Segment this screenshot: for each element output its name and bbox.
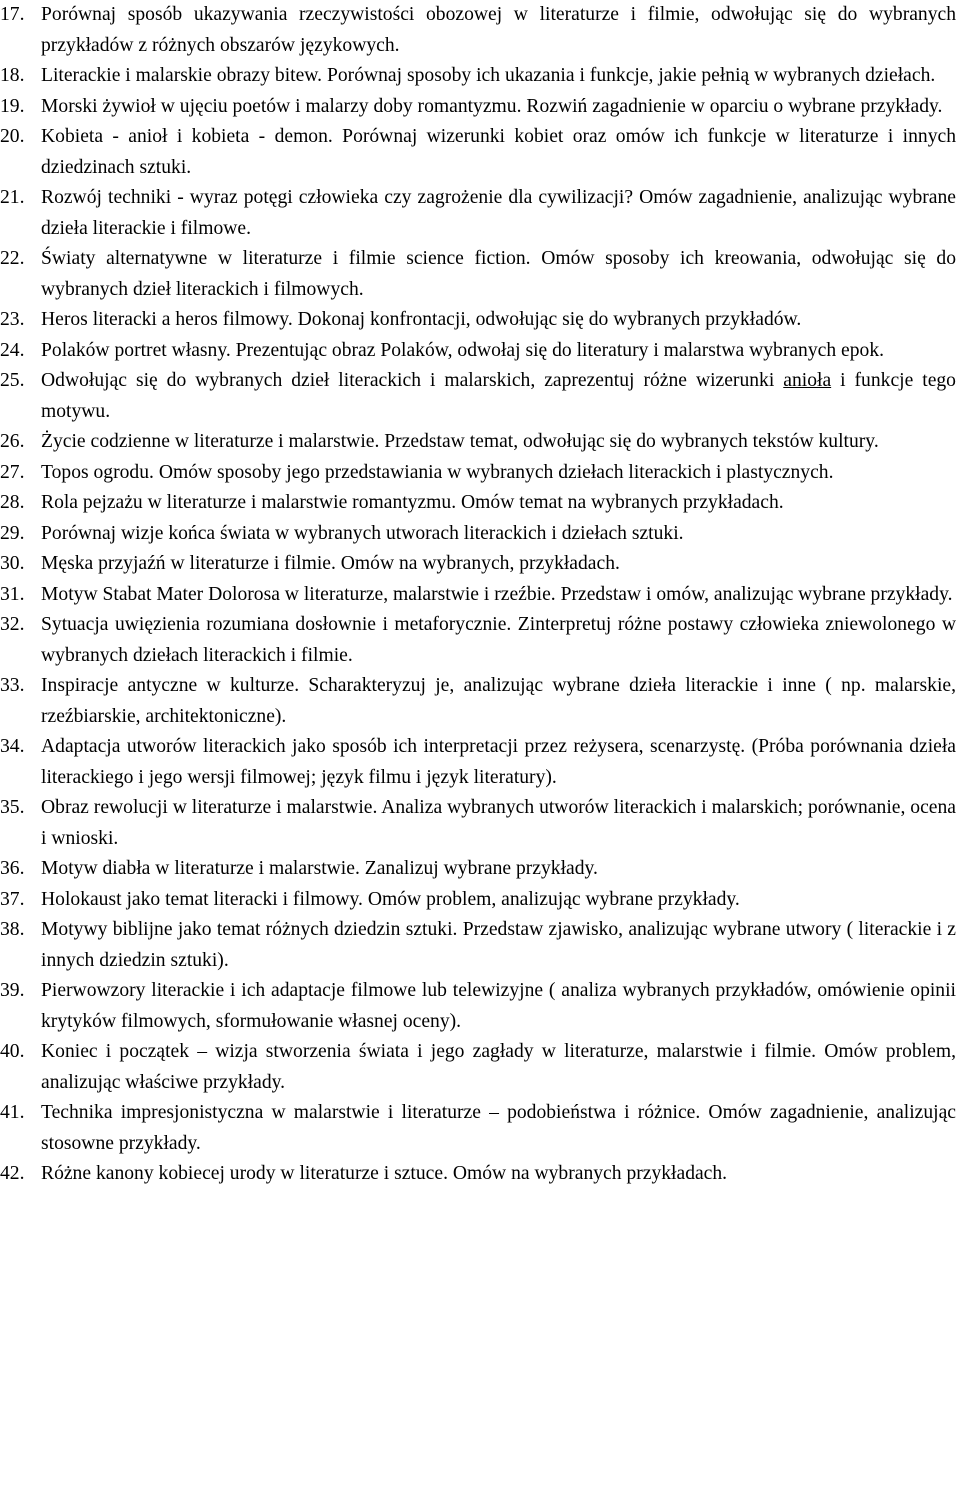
list-item bbox=[0, 305, 960, 336]
item-text-part: Odwołując się do wybranych dzieł literackich i malarskich, zaprezentuj różne wizerunki bbox=[41, 370, 784, 391]
list-item bbox=[0, 854, 960, 885]
item-number: 27. bbox=[0, 461, 25, 483]
list-item bbox=[0, 458, 960, 489]
item-number: 35. bbox=[0, 797, 25, 818]
list-item bbox=[0, 671, 960, 732]
item-text: Pierwowzory literackie i ich adaptacje filmowe lub telewizyjne ( analiza wybranych przykładów, omówienie opinii krytyków filmowych, sformułowanie własnej oceny). bbox=[41, 980, 956, 1032]
item-number: 29. bbox=[0, 522, 25, 544]
item-number: 25. bbox=[0, 370, 25, 391]
item-number: 26. bbox=[0, 431, 25, 452]
item-text-underlined: anioła bbox=[783, 370, 832, 391]
list-item bbox=[0, 1098, 960, 1159]
list-item bbox=[0, 366, 960, 427]
item-text: Sytuacja uwięzienia rozumiana dosłownie i metaforycznie. Zinterpretuj różne postawy człowieka zniewolonego w wybranych dziełach literackich i filmie. bbox=[41, 614, 956, 666]
item-text: Męska przyjaźń w literaturze i filmie. Omów na wybranych, przykładach. bbox=[41, 553, 620, 574]
item-number: 39. bbox=[0, 980, 25, 1001]
item-text: Morski żywioł w ujęciu poetów i malarzy doby romantyzmu. Rozwiń zagadnienie w oparciu o wybrane przykłady. bbox=[41, 95, 943, 117]
item-text: Holokaust jako temat literacki i filmowy. Omów problem, analizując wybrane przykłady. bbox=[41, 888, 740, 910]
item-number: 28. bbox=[0, 492, 25, 513]
item-text: Polaków portret własny. Prezentując obraz Polaków, odwołaj się do literatury i malarstwa wybranych epok. bbox=[41, 339, 885, 361]
item-text: Adaptacja utworów literackich jako sposób ich interpretacji przez reżysera, scenarzystę. (Próba porównania dzieła literackiego i jego wersji filmowej; język filmu i język literatury). bbox=[41, 736, 956, 788]
list-item bbox=[0, 915, 960, 976]
list-item bbox=[0, 488, 960, 519]
item-number: 22. bbox=[0, 248, 25, 269]
list-item bbox=[0, 336, 960, 367]
item-text: Porównaj sposób ukazywania rzeczywistości obozowej w literaturze i filmie, odwołując się do wybranych przykładów z różnych obszarów językowych. bbox=[41, 4, 956, 56]
item-text: Obraz rewolucji w literaturze i malarstwie. Analiza wybranych utworów literackich i malarskich; porównanie, ocena i wnioski. bbox=[41, 797, 956, 849]
item-number: 38. bbox=[0, 919, 25, 940]
item-number: 17. bbox=[0, 4, 25, 25]
list-item bbox=[0, 732, 960, 793]
item-text: Koniec i początek – wizja stworzenia świata i jego zagłady w literaturze, malarstwie i filmie. Omów problem, analizując właściwe przykłady. bbox=[41, 1041, 956, 1093]
item-text: Kobieta - anioł i kobieta - demon. Porównaj wizerunki kobiet oraz omów ich funkcje w literaturze i innych dziedzinach sztuki. bbox=[41, 126, 956, 178]
item-text-part: i funkcje tego motywu. bbox=[41, 370, 956, 422]
item-number: 34. bbox=[0, 736, 25, 757]
item-text: Topos ogrodu. Omów sposoby jego przedstawiania w wybranych dziełach literackich i plastycznych. bbox=[41, 461, 834, 483]
item-text bbox=[41, 366, 960, 427]
item-text: Światy alternatywne w literaturze i filmie science fiction. Omów sposoby ich kreowania, odwołując się do wybranych dzieł literackich i filmowych. bbox=[41, 248, 956, 300]
item-number: 21. bbox=[0, 187, 25, 208]
item-number: 41. bbox=[0, 1102, 25, 1123]
list-item bbox=[0, 1037, 960, 1098]
item-text: Motyw Stabat Mater Dolorosa w literaturze, malarstwie i rzeźbie. Przedstaw i omów, analizując wybrane przykłady. bbox=[41, 583, 953, 605]
list-item bbox=[0, 244, 960, 305]
item-text: Porównaj wizje końca świata w wybranych utworach literackich i dziełach sztuki. bbox=[41, 522, 684, 544]
item-number: 42. bbox=[0, 1163, 25, 1184]
item-number: 31. bbox=[0, 583, 25, 605]
item-text: Rola pejzażu w literaturze i malarstwie romantyzmu. Omów temat na wybranych przykładach. bbox=[41, 492, 784, 513]
item-number: 33. bbox=[0, 675, 25, 696]
item-text: Technika impresjonistyczna w malarstwie i literaturze – podobieństwa i różnice. Omów zagadnienie, analizując stosowne przykłady. bbox=[41, 1102, 956, 1154]
item-number: 37. bbox=[0, 888, 25, 910]
list-item bbox=[0, 1159, 960, 1190]
list-item bbox=[0, 0, 960, 61]
list-item bbox=[0, 610, 960, 671]
item-number: 32. bbox=[0, 614, 25, 635]
item-text: Heros literacki a heros filmowy. Dokonaj konfrontacji, odwołując się do wybranych przykładów. bbox=[41, 309, 802, 330]
list-item bbox=[0, 92, 960, 123]
list-item bbox=[0, 427, 960, 458]
item-text: Motyw diabła w literaturze i malarstwie. Zanalizuj wybrane przykłady. bbox=[41, 858, 598, 879]
list-item bbox=[0, 183, 960, 244]
item-number: 18. bbox=[0, 65, 25, 86]
item-text: Różne kanony kobiecej urody w literaturze i sztuce. Omów na wybranych przykładach. bbox=[41, 1163, 728, 1184]
list-item bbox=[0, 793, 960, 854]
list-item bbox=[0, 885, 960, 916]
item-text: Motywy biblijne jako temat różnych dziedzin sztuki. Przedstaw zjawisko, analizując wybrane utwory ( literackie i z innych dziedzin sztuki). bbox=[41, 919, 956, 971]
item-number: 36. bbox=[0, 858, 25, 879]
item-text: Rozwój techniki - wyraz potęgi człowieka czy zagrożenie dla cywilizacji? Omów zagadnienie, analizując wybrane dzieła literackie i filmowe. bbox=[41, 187, 956, 239]
list-item bbox=[0, 580, 960, 611]
list-item bbox=[0, 519, 960, 550]
item-number: 19. bbox=[0, 95, 25, 117]
list-item bbox=[0, 976, 960, 1037]
list-item bbox=[0, 61, 960, 92]
item-text: Inspiracje antyczne w kulturze. Scharakteryzuj je, analizując wybrane dzieła literackie i inne ( np. malarskie, rzeźbiarskie, architektoniczne). bbox=[41, 675, 956, 727]
item-number: 24. bbox=[0, 339, 25, 361]
item-number: 20. bbox=[0, 126, 25, 147]
list-item bbox=[0, 122, 960, 183]
list-item bbox=[0, 549, 960, 580]
item-number: 40. bbox=[0, 1041, 25, 1062]
item-text: Literackie i malarskie obrazy bitew. Porównaj sposoby ich ukazania i funkcje, jakie pełnią w wybranych dziełach. bbox=[41, 65, 936, 86]
item-text: Życie codzienne w literaturze i malarstwie. Przedstaw temat, odwołując się do wybranych tekstów kultury. bbox=[41, 431, 879, 452]
item-number: 23. bbox=[0, 309, 25, 330]
item-number: 30. bbox=[0, 553, 25, 574]
